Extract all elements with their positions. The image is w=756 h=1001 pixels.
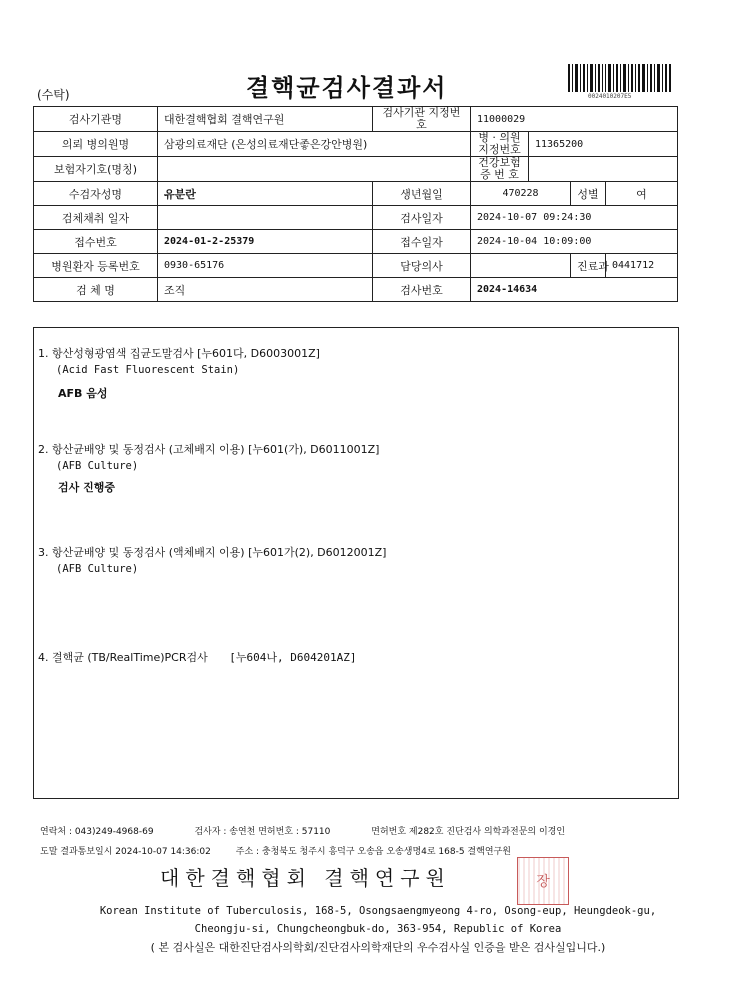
requester-label: 의뢰 병의원명 <box>34 132 158 157</box>
organization-address-english <box>0 902 756 938</box>
birth-label: 생년월일 <box>373 182 471 206</box>
seal-text: 장 <box>536 874 550 890</box>
report-time-text: 도말 결과통보일시 2024-10-07 14:36:02 <box>40 847 211 857</box>
barcode-icon <box>568 64 672 92</box>
collect-date-value <box>158 206 373 230</box>
dept-value: 0441712 <box>606 254 678 278</box>
result-title: 2. 항산균배양 및 동정검사 (고체배지 이용) [누601(가), D6011001Z] <box>38 443 380 456</box>
organization-name-korean: 대한결핵협회 결핵연구원 <box>160 866 451 890</box>
doctor-label: 담당의사 <box>373 254 471 278</box>
patient-name-label: 수검자성명 <box>34 182 158 206</box>
doctor-value <box>471 254 571 278</box>
result-title: 3. 항산균배양 및 동정검사 (액체배지 이용) [누601가(2), D6012001Z] <box>38 546 387 559</box>
collect-date-label: 검체채취 일자 <box>34 206 158 230</box>
test-date-value: 2024-10-07 09:24:30 <box>471 206 678 230</box>
birth-value: 470228 <box>471 182 571 206</box>
result-item-liquid-culture <box>38 545 386 585</box>
patient-info-table <box>33 106 678 302</box>
institution-label: 검사기관명 <box>34 107 158 132</box>
official-seal <box>517 857 569 905</box>
hospital-code-value: 11365200 <box>529 132 678 157</box>
specimen-label: 검 체 명 <box>34 278 158 302</box>
patient-reg-value: 0930-65176 <box>158 254 373 278</box>
result-item-pcr <box>38 650 356 666</box>
certification-note: ( 본 검사실은 대한진단검사의학회/진단검사의학재단의 우수검사실 인증을 받은 검사실입니다.) <box>150 941 606 954</box>
patient-reg-label: 병원환자 등록번호 <box>34 254 158 278</box>
barcode-number: 0024010207E5 <box>588 93 632 100</box>
license-text: 면허번호 제282호 진단검사 의학과전문의 이경인 <box>371 827 566 837</box>
footer-address-line <box>40 844 533 857</box>
result-subtitle: (AFB Culture) <box>56 460 139 472</box>
result-title: 1. 항산성형광염색 집균도말검사 [누601다, D6003001Z] <box>38 347 320 360</box>
hospital-code-label: 병 · 의원 지정번호 <box>471 132 529 157</box>
accession-value: 2024-01-2-25379 <box>158 230 373 254</box>
result-subtitle: (Acid Fast Fluorescent Stain) <box>56 364 240 376</box>
requester-value: 삼광의료재단 (은성의료재단좋은강안병원) <box>158 132 471 157</box>
result-item-solid-culture <box>38 442 379 496</box>
result-code: [누604나, D604201AZ] <box>229 651 357 664</box>
received-date-label: 접수일자 <box>373 230 471 254</box>
insured-value <box>158 157 471 182</box>
received-date-value: 2024-10-04 10:09:00 <box>471 230 678 254</box>
results-box <box>33 327 679 799</box>
health-insurance-label: 건강보험 증 번 호 <box>471 157 529 182</box>
result-subtitle: (AFB Culture) <box>56 563 139 575</box>
health-insurance-value <box>529 157 678 182</box>
sex-value: 여 <box>606 182 678 206</box>
test-no-value: 2024-14634 <box>471 278 678 302</box>
result-item-afb-stain <box>38 346 320 402</box>
footer-contact-line <box>40 824 565 837</box>
inst-code-label: 검사기관 지정번호 <box>373 107 471 132</box>
page-title: 결핵균검사결과서 <box>246 74 448 102</box>
dept-label: 진료과 <box>571 254 606 278</box>
accession-label: 접수번호 <box>34 230 158 254</box>
english-address-line-1: Korean Institute of Tuberculosis, 168-5, Osongsaengmyeong 4-ro, Osong-eup, Heungdeok-gu, <box>99 905 657 917</box>
tester-text: 검사자 : 송연천 면허번호 : 57110 <box>194 827 331 837</box>
institution-value: 대한결핵협회 결핵연구원 <box>158 107 373 132</box>
english-address-line-2: Cheongju-si, Chungcheongbuk-do, 363-954, Republic of Korea <box>194 923 562 935</box>
result-title: 4. 결핵균 (TB/RealTime)PCR검사 <box>38 651 208 664</box>
result-value: AFB 음성 <box>58 387 108 400</box>
result-value: 검사 진행중 <box>58 481 115 494</box>
contact-text: 연락처 : 043)249-4968-69 <box>40 827 154 837</box>
address-text: 주소 : 충청북도 청주시 흥덕구 오송읍 오송생명4로 168-5 결핵연구원 <box>235 847 511 857</box>
specimen-value: 조직 <box>158 278 373 302</box>
test-date-label: 검사일자 <box>373 206 471 230</box>
test-no-label: 검사번호 <box>373 278 471 302</box>
inst-code-value: 11000029 <box>471 107 678 132</box>
sex-label: 성별 <box>571 182 606 206</box>
insured-label: 보험자기호(명칭) <box>34 157 158 182</box>
receipt-label: (수탁) <box>37 88 70 102</box>
patient-name-value: 유분란 <box>158 182 373 206</box>
